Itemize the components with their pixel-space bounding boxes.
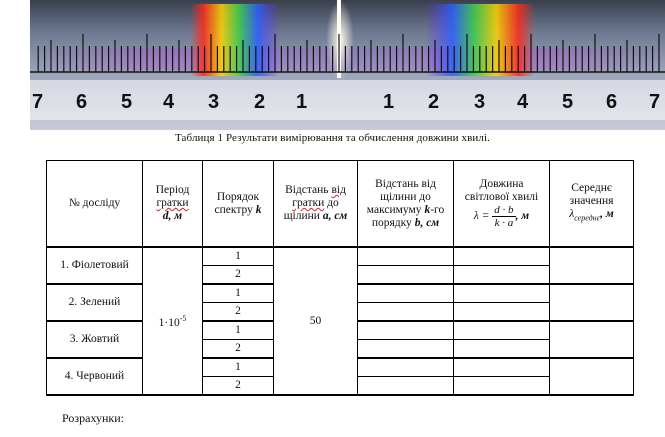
table-caption: Таблиця 1 Результати вимірювання та обчислення довжини хвилі.: [175, 132, 490, 144]
wavelength-cell[interactable]: [454, 266, 550, 285]
ruler-label-left: 4: [163, 91, 175, 113]
slit-distance-cell[interactable]: [358, 303, 454, 322]
ruler-label-right: 7: [649, 91, 661, 113]
calculations-label: Розрахунки:: [62, 411, 124, 425]
experiment-name: 1. Фіолетовий: [47, 247, 143, 284]
experiment-name: 3. Жовтий: [47, 321, 143, 358]
order-cell: 1: [203, 284, 274, 303]
wavelength-cell[interactable]: [454, 358, 550, 377]
experiment-name: 4. Червоний: [47, 358, 143, 395]
slit-distance-cell[interactable]: [358, 321, 454, 340]
slit-distance-cell[interactable]: [358, 284, 454, 303]
header-experiment: № досліду: [47, 161, 143, 248]
order-cell: 2: [203, 266, 274, 285]
period-value: $1\cdot 10^{-5}$: [143, 247, 203, 395]
ruler-label-left: 1: [296, 91, 308, 113]
wavelength-formula: $\frac{d \cdot b}{k \cdot a}$: [494, 204, 514, 229]
ruler-label-right: 5: [562, 91, 574, 113]
order-cell: 1: [203, 247, 274, 266]
order-cell: 2: [203, 340, 274, 359]
header-average: Середнє значення $\lambda_{середнє}$, м: [550, 161, 634, 248]
results-table: [46, 160, 634, 396]
wavelength-cell[interactable]: [454, 377, 550, 396]
header-period: Період гратки d, м: [143, 161, 203, 248]
wavelength-cell[interactable]: [454, 303, 550, 322]
slit-distance-cell[interactable]: [358, 358, 454, 377]
order-cell: 2: [203, 377, 274, 396]
average-cell[interactable]: [550, 284, 634, 321]
wavelength-cell[interactable]: [454, 340, 550, 359]
ruler-label-left: 3: [208, 91, 220, 113]
order-cell: 1: [203, 321, 274, 340]
ruler-label-right: 3: [474, 91, 486, 113]
header-distance: Відстань від гратки до щілини а, см: [274, 161, 358, 248]
table-header-row: [47, 161, 634, 248]
ruler-label-left: 7: [32, 91, 44, 113]
header-slit-distance: Відстань від щілини до максимуму k-го порядку b, см: [358, 161, 454, 248]
ruler-label-right: 1: [383, 91, 395, 113]
ruler-label-left: 2: [254, 91, 266, 113]
spectrum-photo: [30, 0, 665, 130]
average-cell[interactable]: [550, 247, 634, 284]
left-spectrum: [190, 4, 280, 76]
wavelength-cell[interactable]: [454, 321, 550, 340]
wavelength-cell[interactable]: [454, 284, 550, 303]
ruler-label-left: 5: [121, 91, 133, 113]
ruler-label-right: 6: [606, 91, 618, 113]
average-cell[interactable]: [550, 358, 634, 395]
slit-distance-cell[interactable]: [358, 266, 454, 285]
experiment-name: 2. Зелений: [47, 284, 143, 321]
order-cell: 1: [203, 358, 274, 377]
ruler-label-right: 4: [517, 91, 529, 113]
ruler-label-left: 6: [76, 91, 88, 113]
distance-value: 50: [274, 247, 358, 395]
header-order: Порядок спектру k: [203, 161, 274, 248]
table-row: [47, 247, 634, 266]
order-cell: 2: [203, 303, 274, 322]
wavelength-cell[interactable]: [454, 247, 550, 266]
average-cell[interactable]: [550, 321, 634, 358]
slit-distance-cell[interactable]: [358, 377, 454, 396]
slit-distance-cell[interactable]: [358, 247, 454, 266]
slit-distance-cell[interactable]: [358, 340, 454, 359]
header-wavelength: Довжина світлової хвилі λ = $\frac{d \cdot b}{k \cdot a}$ , м: [454, 161, 550, 248]
ruler-label-right: 2: [428, 91, 440, 113]
